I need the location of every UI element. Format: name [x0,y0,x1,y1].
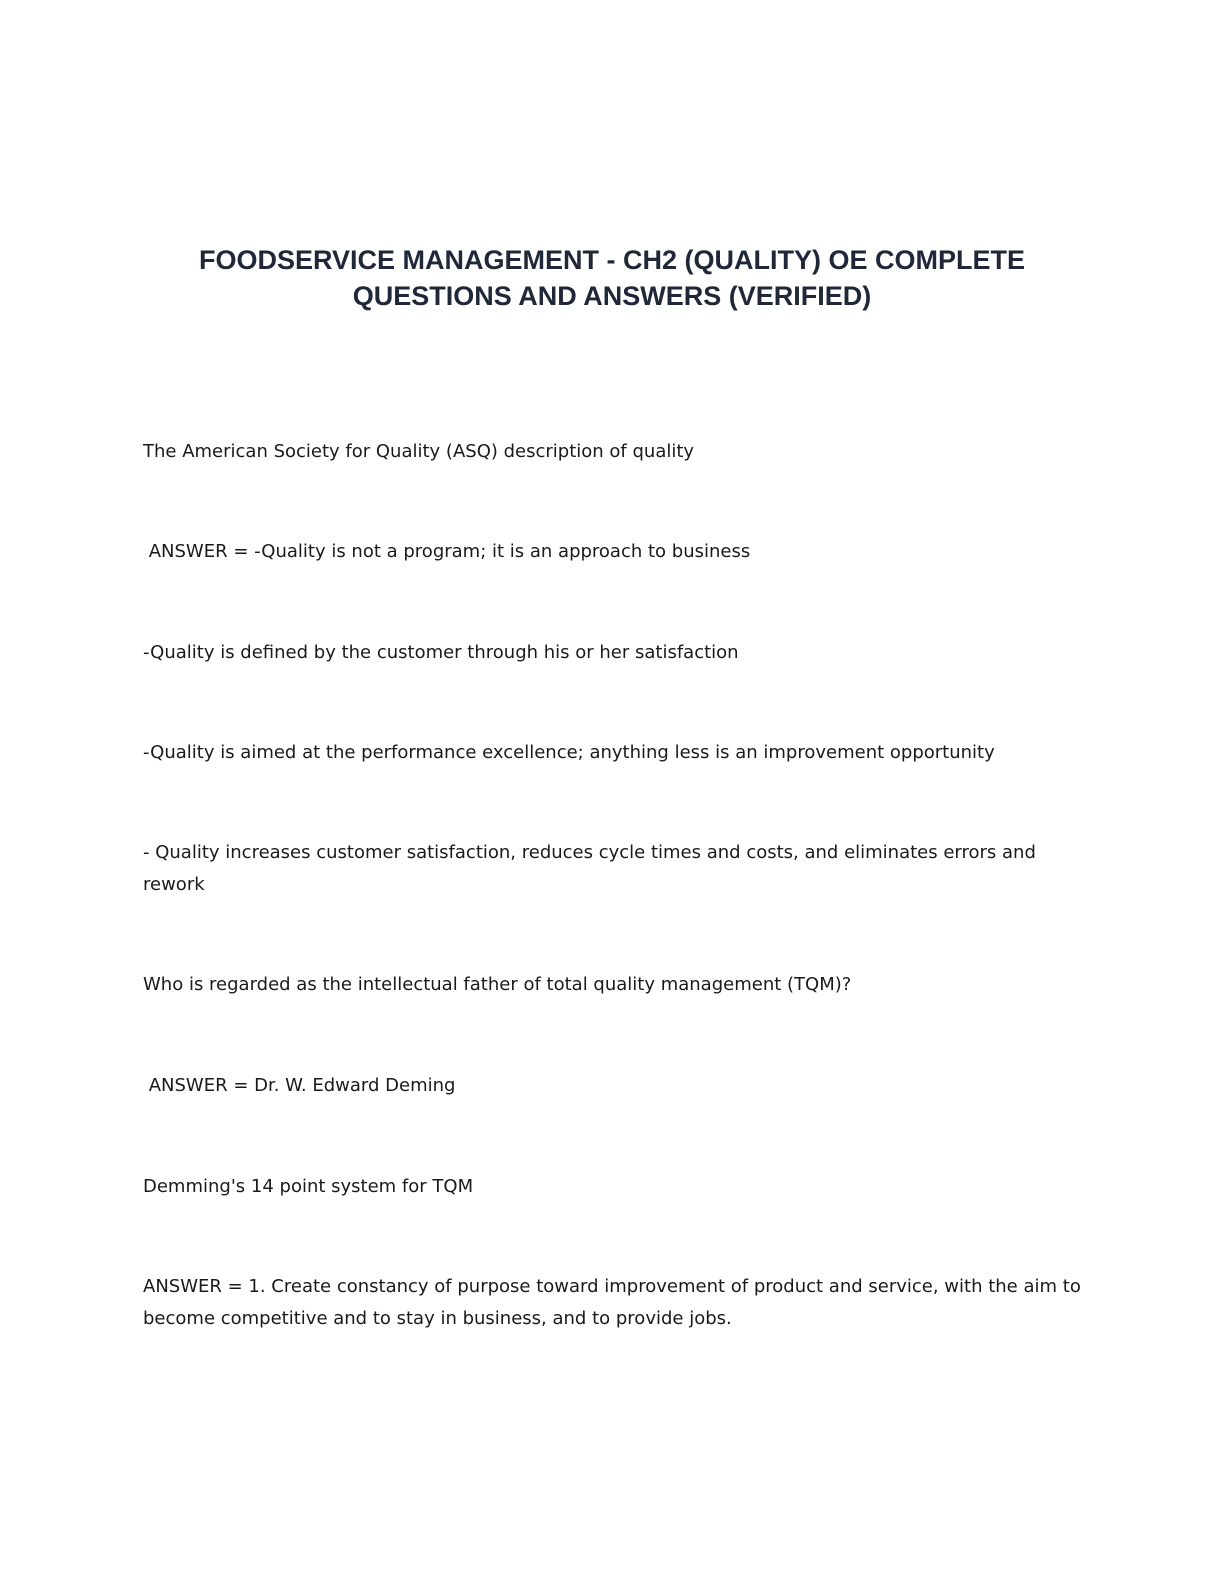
answer-14-point-first: ANSWER = 1. Create constancy of purpose toward improvement of product and service, with the aim to become competitive and to stay in business, and to provide jobs. [143,1276,1081,1329]
answer-quality-excellence: -Quality is aimed at the performance excellence; anything less is an improvement opportunity [143,742,995,763]
title-line-1: FOODSERVICE MANAGEMENT - CH2 (QUALITY) OE COMPLETE [198,245,1026,275]
question-14-point-system: Demming's 14 point system for TQM [143,1176,474,1197]
question-asq-description: The American Society for Quality (ASQ) description of quality [143,441,695,462]
question-tqm-father: Who is regarded as the intellectual father of total quality management (TQM)? [143,974,852,995]
answer-deming: ANSWER = Dr. W. Edward Deming [143,1075,456,1096]
answer-quality-increases: - Quality increases customer satisfaction, reduces cycle times and costs, and eliminates errors and rework [143,842,1036,895]
title-line-2: QUESTIONS AND ANSWERS (VERIFIED) [352,281,872,311]
document-title [120,242,1104,314]
answer-quality-approach: ANSWER = -Quality is not a program; it is an approach to business [143,541,751,562]
answer-quality-customer: -Quality is defined by the customer through his or her satisfaction [143,642,739,663]
